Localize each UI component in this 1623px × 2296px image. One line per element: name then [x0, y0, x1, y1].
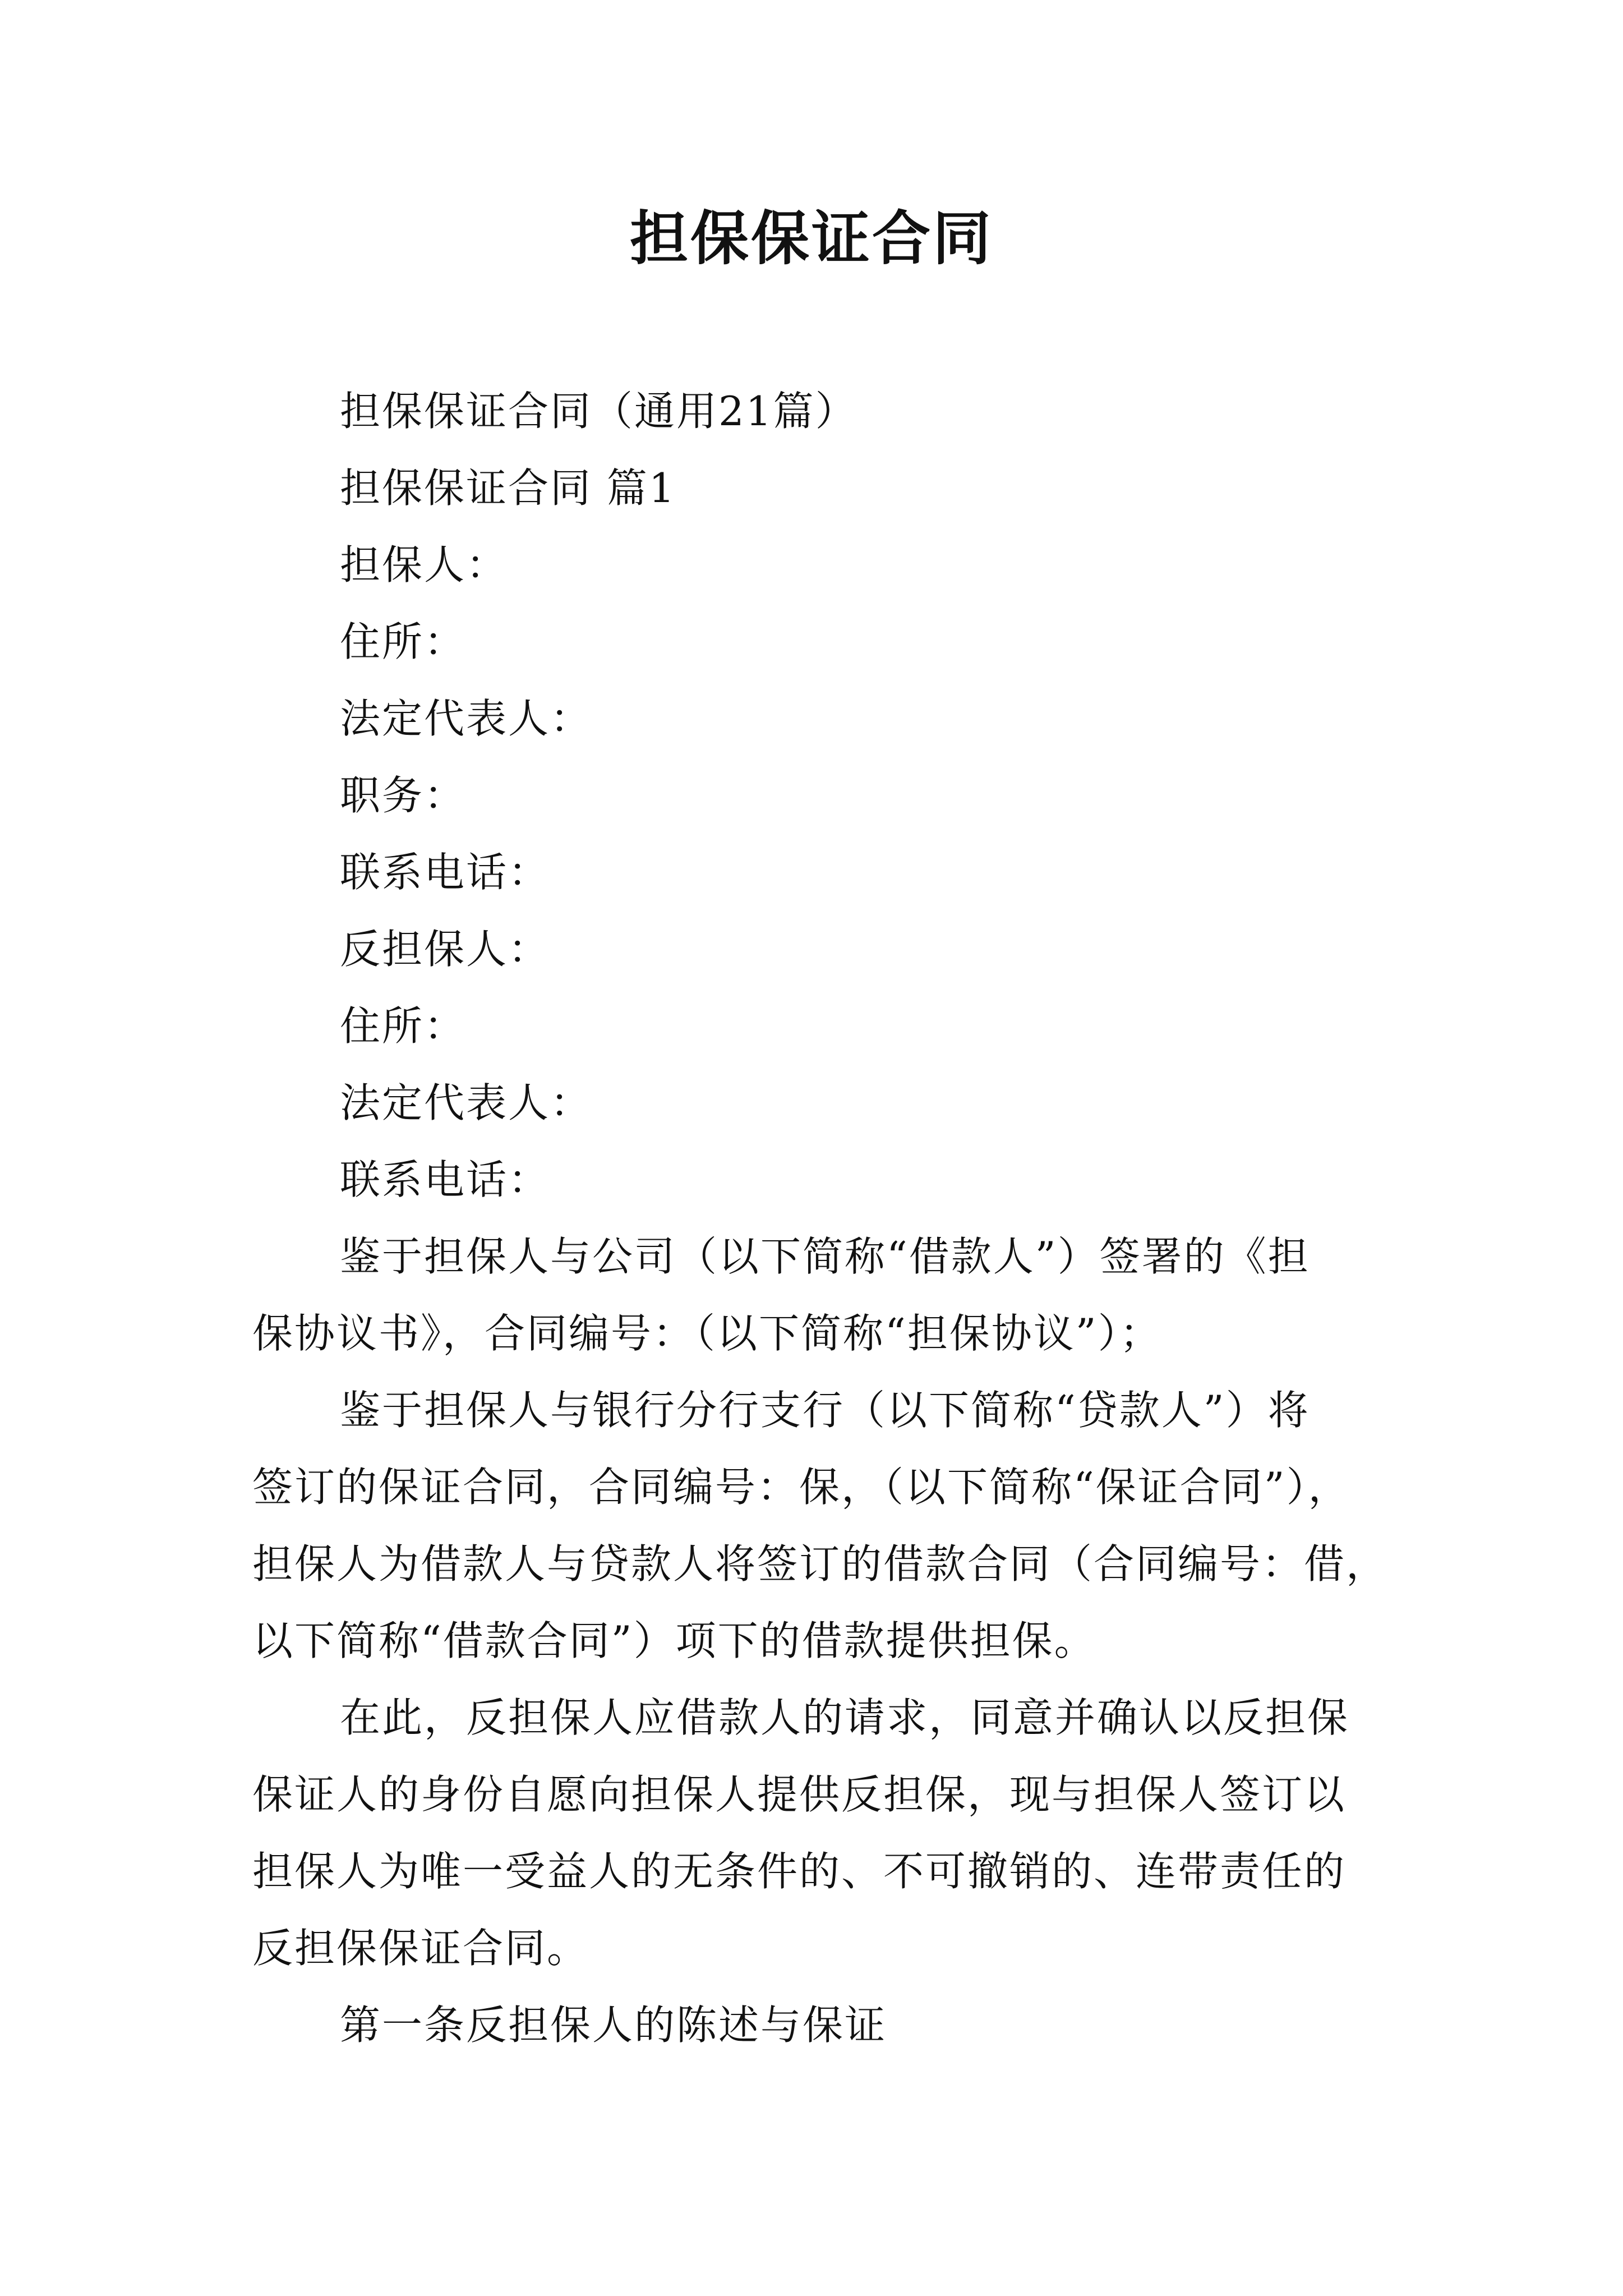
paragraph-line: 反担保保证合同。: [252, 1925, 589, 1972]
counter-guarantor-legal-rep-field: 法定代表人：: [340, 1079, 593, 1126]
paragraph-line: 保证人的身份自愿向担保人提供反担保，现与担保人签订以: [252, 1771, 1347, 1818]
paragraph-line: 鉴于担保人与银行分行支行（以下简称“贷款人”）将: [340, 1387, 1310, 1434]
paragraph-line: 鉴于担保人与公司（以下简称“借款人”）签署的《担: [340, 1233, 1310, 1280]
counter-guarantor-address-field: 住所：: [340, 1002, 467, 1050]
paragraph-line: 担保人为借款人与贷款人将签订的借款合同（合同编号：借，: [252, 1540, 1389, 1588]
paragraph-line: 担保人为唯一受益人的无条件的、不可撤销的、连带责任的: [252, 1848, 1347, 1895]
section-heading: 担保保证合同 篇1: [340, 464, 676, 512]
document-title: 担保保证合同: [629, 204, 993, 273]
document-body: [252, 373, 1389, 2064]
guarantor-phone-field: 联系电话：: [340, 849, 551, 896]
guarantor-legal-rep-field: 法定代表人：: [340, 695, 593, 742]
document-subtitle: 担保保证合同（通用21篇）: [340, 388, 857, 435]
counter-guarantor-phone-field: 联系电话：: [340, 1156, 551, 1203]
guarantor-address-field: 住所：: [340, 618, 467, 665]
guarantor-position-field: 职务：: [340, 772, 467, 819]
paragraph-line: 在此，反担保人应借款人的请求，同意并确认以反担保: [340, 1694, 1350, 1741]
guarantor-field: 担保人：: [340, 541, 509, 588]
paragraph-line: 保协议书》，合同编号：（以下简称“担保协议”）；: [252, 1310, 1162, 1357]
paragraph-line: 签订的保证合同，合同编号：保，（以下简称“保证合同”），: [252, 1464, 1350, 1511]
article-heading: 第一条反担保人的陈述与保证: [340, 2001, 887, 2049]
paragraph-line: 以下简称“借款合同”）项下的借款提供担保。: [252, 1617, 1096, 1664]
counter-guarantor-field: 反担保人：: [340, 926, 551, 973]
